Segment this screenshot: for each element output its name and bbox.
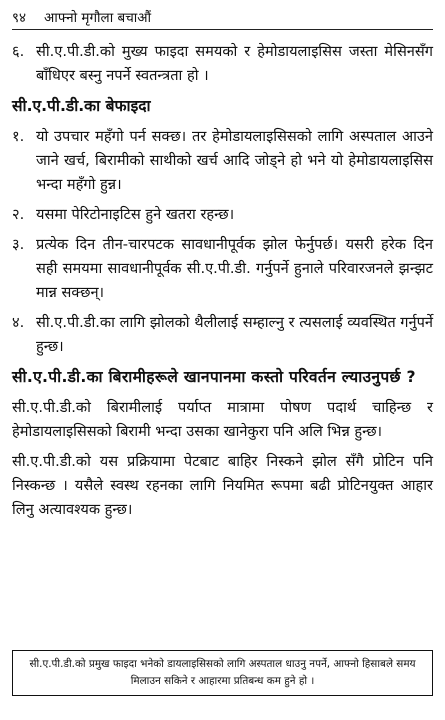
running-header — [12, 6, 433, 30]
list-item-disadvantage-3 — [12, 233, 433, 305]
book-title: आफ्नो मृगौला बचाऔं — [44, 10, 152, 26]
list-item-text: प्रत्येक दिन तीन-चारपटक सावधानीपूर्वक झोल फेर्नुपर्छ। यसरी हरेक दिन सही समयमा सावधानीपूर्वक सी.ए.पी.डी. गर्नुपर्ने हुनाले परिवारजनले झन्झट मान्न सक्छन्। — [36, 236, 433, 301]
list-item-advantage-6 — [12, 40, 433, 88]
list-item-text: सी.ए.पी.डी.का लागि झोलको थैलीलाई सम्हाल्नु र त्यसलाई व्यवस्थित गर्नुपर्ने हुन्छ। — [36, 314, 433, 355]
list-item-number: २. — [12, 206, 25, 223]
list-item-text: सी.ए.पी.डी.को मुख्य फाइदा समयको र हेमोडायलाइसिस जस्ता मेसिनसँग बाँधिएर बस्नु नपर्ने स्वतन्त्रता हो । — [36, 43, 433, 84]
page-number: ९४ — [12, 10, 27, 26]
list-item-number: ३. — [12, 236, 25, 253]
list-item-text: यसमा पेरिटोनाइटिस हुने खतरा रहन्छ। — [36, 206, 235, 223]
page-content — [12, 40, 433, 528]
list-item-number: ४. — [12, 314, 25, 331]
diet-paragraph-1: सी.ए.पी.डी.को बिरामीलाई पर्याप्त मात्रामा पोषण पदार्थ चाहिन्छ र हेमोडायलाइसिसको बिरामी भन्दा उसका खानेकुरा पनि अलि भिन्न हुन्छ। — [12, 399, 433, 440]
list-item-number: ६. — [12, 43, 25, 60]
list-item-disadvantage-1 — [12, 125, 433, 197]
summary-note-box — [12, 650, 433, 696]
diet-section-heading: सी.ए.पी.डी.का बिरामीहरूले खानपानमा कस्तो परिवर्तन ल्याउनुपर्छ ? — [12, 368, 416, 386]
disadvantages-heading: सी.ए.पी.डी.का बेफाइदा — [12, 97, 151, 115]
list-item-disadvantage-4 — [12, 311, 433, 359]
list-item-disadvantage-2 — [12, 203, 433, 227]
summary-note-text: सी.ए.पी.डी.को प्रमुख फाइदा भनेको डायलाइसिसको लागि अस्पताल धाउनु नपर्ने, आफ्नो हिसाबले समय मिलाउन सकिने र आहारमा प्रतिबन्ध कम हुने हो । — [29, 658, 416, 687]
diet-paragraph-2: सी.ए.पी.डी.को यस प्रक्रियामा पेटबाट बाहिर निस्कने झोल सँगै प्रोटिन पनि निस्कन्छ । यसैले स्वस्थ रहनका लागि नियमित रूपमा बढी प्रोटिनयुक्त आहार लिनु अत्यावश्यक हुन्छ। — [12, 453, 433, 518]
list-item-text: यो उपचार महँगो पर्न सक्छ। तर हेमोडायलाइसिसको लागि अस्पताल आउने जाने खर्च, बिरामीको साथीको खर्च आदि जोड्ने हो भने यो हेमोडायलाइसिस भन्दा महँगो हुन्न। — [36, 128, 433, 193]
list-item-number: १. — [12, 128, 25, 145]
